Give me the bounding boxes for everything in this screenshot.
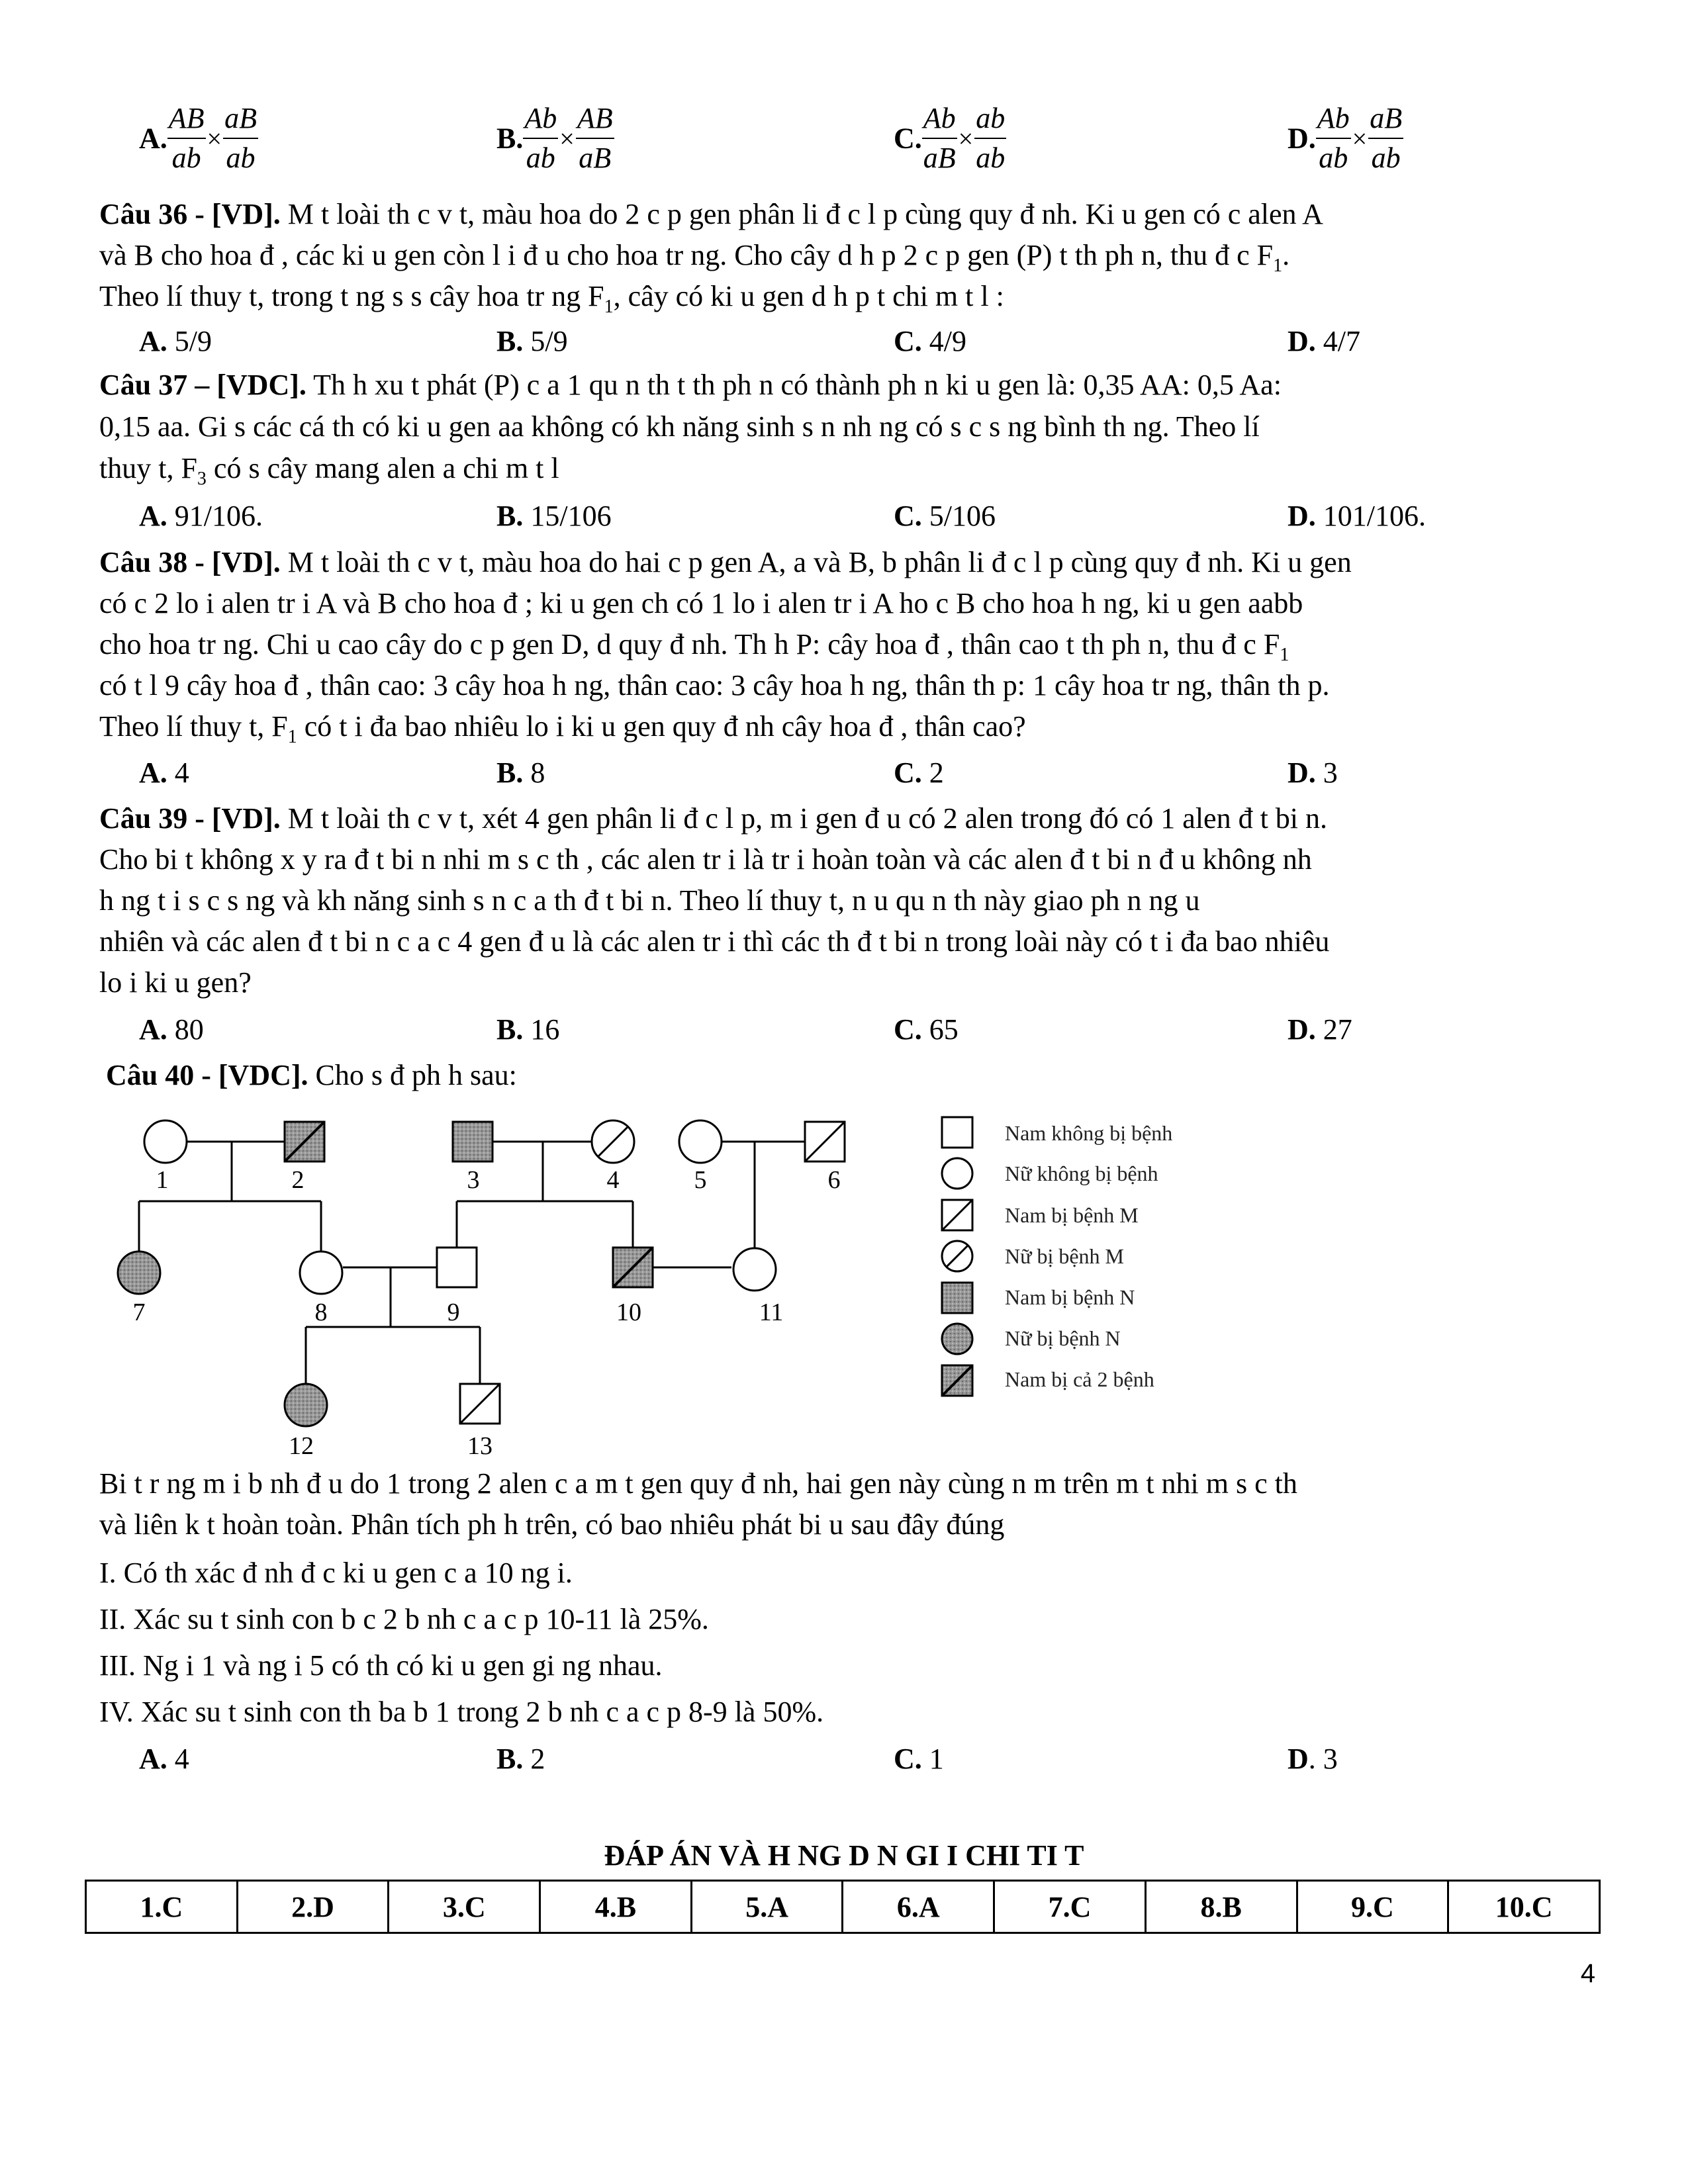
- q38-line-2: có c 2 lo i alen tr i A và B cho hoa đ ; ki u gen ch có 1 lo i alen tr i A ho c B cho hoa h ng, ki u gen aabb: [99, 587, 1303, 619]
- pedigree-number-4: 4: [606, 1166, 620, 1194]
- answer-cell: 1.C: [86, 1881, 238, 1933]
- q36-options: A. 5/9 B. 5/9 C. 4/9 D. 4/7: [139, 325, 1361, 357]
- pedigree-number-11: 11: [759, 1298, 784, 1326]
- answer-cell: 7.C: [994, 1881, 1146, 1933]
- pedigree-chart: [99, 1102, 1556, 1459]
- q36-line-2: và B cho hoa đ , các ki u gen còn l i đ u cho hoa tr ng. Cho cây d h p 2 c p gen (P) t th ph n, thu đ c $F_1$.: [99, 239, 1290, 276]
- pedigree-number-10: 10: [616, 1298, 641, 1326]
- q35-option-c: C. $\frac{Ab}{aB}$ × $\frac{ab}{ab}$: [894, 99, 1006, 177]
- individual-1: [144, 1120, 187, 1163]
- q39-line-3: h ng t i s c s ng và kh năng sinh s n c a th đ t bi n. Theo lí thuy t, n u qu n th này giao ph n ng u: [99, 884, 1200, 917]
- legend-label-male-n: Nam bị bệnh N: [1005, 1285, 1135, 1309]
- q40-statement-1: I. Có th xác đ nh đ c ki u gen c a 10 ng i.: [99, 1557, 573, 1589]
- q37-line-2: 0,15 aa. Gi s các cá th có ki u gen aa không có kh năng sinh s n nh ng có s c s ng bình th ng. Theo lí: [99, 410, 1260, 443]
- q37-line-1: Câu 37 – [VDC]. Th h xu t phát (P) c a 1 qu n th t th ph n có thành ph n ki u gen là: 0,35 AA: 0,5 Aa:: [99, 369, 1282, 401]
- answer-cell: 2.D: [237, 1881, 389, 1933]
- pedigree-number-8: 8: [314, 1298, 328, 1326]
- pedigree-legend: [942, 1117, 1172, 1396]
- pedigree-number-7: 7: [132, 1298, 146, 1326]
- q40-statement-2: II. Xác su t sinh con b c 2 b nh c a c p 10-11 là 25%.: [99, 1603, 709, 1635]
- q37-line-3: thuy t, $F_3$ có s cây mang alen a chi m t l: [99, 452, 559, 489]
- legend-label-female-n: Nữ bị bệnh N: [1005, 1326, 1121, 1350]
- individual-10: [613, 1248, 653, 1287]
- q38-line-4: có t l 9 cây hoa đ , thân cao: 3 cây hoa h ng, thân cao: 3 cây hoa h ng, thân th p: 1 cây hoa tr ng, thân th p.: [99, 669, 1330, 702]
- q36-line-3: Theo lí thuy t, trong t ng s s cây hoa tr ng $F_1$, cây có ki u gen d h p t chi m t l :: [99, 280, 1004, 317]
- q40-statement-3: III. Ng i 1 và ng i 5 có th có ki u gen gi ng nhau.: [99, 1649, 663, 1682]
- q38-line-3: cho hoa tr ng. Chi u cao cây do c p gen D, d quy đ nh. Th h P: cây hoa đ , thân cao t th ph n, thu đ c $F_1$: [99, 628, 1289, 665]
- legend-label-female-m: Nữ bị bệnh M: [1005, 1244, 1124, 1268]
- q35-option-d: D. $\frac{Ab}{ab}$ × $\frac{aB}{ab}$: [1288, 99, 1403, 177]
- q39-line-4: nhiên và các alen đ t bi n c a c 4 gen đ u là các alen tr i thì các th đ t bi n trong loài này có t i đa bao nhiêu: [99, 925, 1330, 958]
- q40-options: A. 4 B. 2 C. 1 D. 3: [139, 1743, 1338, 1775]
- q38-line-5: Theo lí thuy t, $F_1$ có t i đa bao nhiêu lo i ki u gen quy đ nh cây hoa đ , thân cao?: [99, 710, 1026, 747]
- answer-cell: 6.A: [843, 1881, 994, 1933]
- q40-title-line: Câu 40 - [VDC]. Cho s đ ph h sau:: [106, 1059, 517, 1091]
- q38-line-1: Câu 38 - [VD]. M t loài th c v t, màu hoa do hai c p gen A, a và B, b phân li đ c l p cùng quy đ nh. Ki u gen: [99, 546, 1352, 578]
- answer-cell: 8.B: [1145, 1881, 1297, 1933]
- legend-label-male-m: Nam bị bệnh M: [1005, 1203, 1139, 1227]
- answer-cell: 10.C: [1448, 1881, 1600, 1933]
- q35-option-a: A. $\frac{AB}{ab}$ × $\frac{aB}{ab}$: [139, 99, 258, 177]
- answer-key-table: [85, 1880, 1601, 1934]
- pedigree-number-5: 5: [694, 1166, 707, 1194]
- individual-11: [733, 1248, 776, 1291]
- q40-text-2: và liên k t hoàn toàn. Phân tích ph h trên, có bao nhiêu phát bi u sau đây đúng: [99, 1508, 1005, 1541]
- individual-8: [300, 1251, 342, 1294]
- answer-key-title: ĐÁP ÁN VÀ H NG D N GI I CHI TI T: [604, 1839, 1084, 1872]
- q39-options: A. 80 B. 16 C. 65 D. 27: [139, 1013, 1352, 1046]
- individual-12: [285, 1384, 327, 1426]
- answer-cell: 9.C: [1297, 1881, 1448, 1933]
- individual-2: [285, 1122, 324, 1161]
- q39-line-5: lo i ki u gen?: [99, 966, 252, 999]
- page-number: 4: [1580, 1959, 1595, 1988]
- pedigree-number-9: 9: [447, 1298, 460, 1326]
- q35-option-b: B. $\frac{Ab}{ab}$ × $\frac{AB}{aB}$: [496, 99, 614, 177]
- q36-line-1: Câu 36 - [VD]. M t loài th c v t, màu hoa do 2 c p gen phân li đ c l p cùng quy đ nh. Ki u gen có c alen A: [99, 198, 1323, 230]
- answer-key-row: [86, 1881, 1600, 1933]
- q37-options: A. 91/106. B. 15/106 C. 5/106 D. 101/106.: [139, 500, 1427, 532]
- individual-3: [453, 1122, 492, 1161]
- q35-options: [139, 99, 1562, 185]
- pedigree-number-1: 1: [156, 1166, 169, 1194]
- individual-5: [679, 1120, 722, 1163]
- pedigree-number-12: 12: [289, 1432, 314, 1459]
- q40-text-1: Bi t r ng m i b nh đ u do 1 trong 2 alen c a m t gen quy đ nh, hai gen này cùng n m trên m t nhi m s c th: [99, 1467, 1297, 1500]
- individual-6: [805, 1122, 845, 1161]
- pedigree-number-6: 6: [827, 1166, 841, 1194]
- q39-line-1: Câu 39 - [VD]. M t loài th c v t, xét 4 gen phân li đ c l p, m i gen đ u có 2 alen trong đó có 1 alen đ t bi n.: [99, 802, 1328, 835]
- individual-7: [118, 1251, 160, 1294]
- q40-statement-4: IV. Xác su t sinh con th ba b 1 trong 2 b nh c a c p 8-9 là 50%.: [99, 1696, 824, 1728]
- legend-label-male-healthy: Nam không bị bệnh: [1005, 1121, 1173, 1145]
- answer-cell: 5.A: [691, 1881, 843, 1933]
- q38-options: A. 4 B. 8 C. 2 D. 3: [139, 756, 1338, 789]
- pedigree-number-13: 13: [467, 1432, 492, 1459]
- q39-line-2: Cho bi t không x y ra đ t bi n nhi m s c th , các alen tr i là tr i hoàn toàn và các alen đ t bi n đ u không nh: [99, 843, 1312, 876]
- individual-4: [592, 1120, 634, 1163]
- individual-13: [460, 1384, 500, 1424]
- answer-cell: 3.C: [389, 1881, 540, 1933]
- pedigree-number-3: 3: [467, 1166, 480, 1194]
- legend-label-male-both: Nam bị cả 2 bệnh: [1005, 1367, 1154, 1391]
- legend-label-female-healthy: Nữ không bị bệnh: [1005, 1161, 1158, 1185]
- pedigree-number-2: 2: [291, 1166, 305, 1194]
- individual-9: [437, 1248, 477, 1287]
- answer-cell: 4.B: [540, 1881, 692, 1933]
